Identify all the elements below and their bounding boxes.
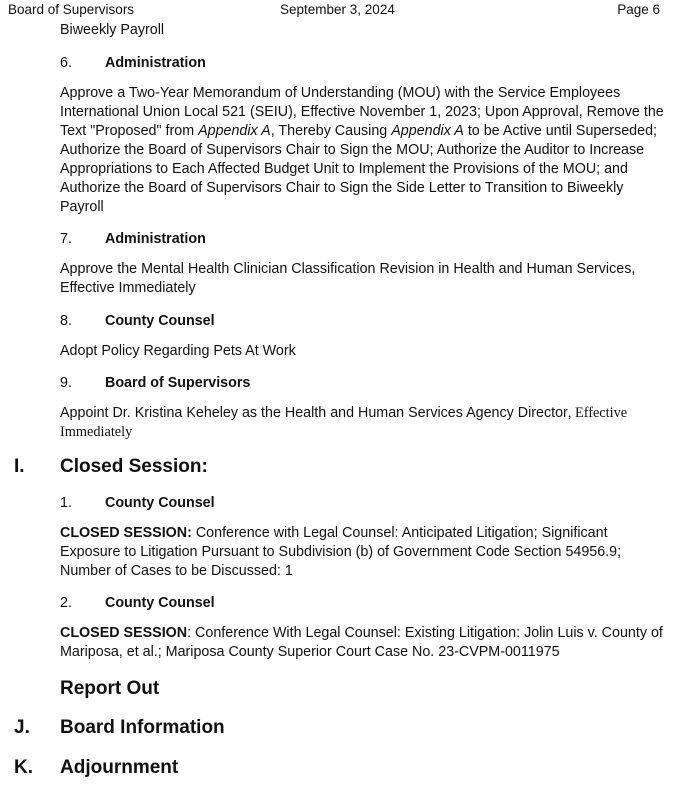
section-letter: J.: [14, 717, 30, 738]
item-description: Approve a Two-Year Memorandum of Understanding (MOU) with the Service Employees International Union Local 521 (SEIU), Effective November 1, 2023; Upon Approval, Remove the Text "Proposed" from Appendix A, Thereby Causing Appendix A to be Active until Superseded; Authorize the Board of Supervisors Chair to Sign the MOU; Authorize the Auditor to Increase Appropriations to Each Affected Budget Unit to Implement the Provisions of the MOU; and Authorize the Board of Supervisors Chair to Sign the Side Letter to Transition to Biweekly Payroll: [60, 85, 664, 215]
item-description: Adopt Policy Regarding Pets At Work: [60, 343, 296, 359]
page-header: [0, 2, 680, 20]
appendix-a-reference: Appendix A: [198, 123, 271, 139]
header-board-name: Board of Supervisors: [8, 2, 135, 17]
closed-session-label: CLOSED SESSION:: [60, 525, 192, 541]
report-out-heading: Report Out: [60, 678, 160, 699]
header-date: September 3, 2024: [280, 2, 395, 17]
item-number: 9.: [60, 375, 72, 391]
item-department: Administration: [105, 231, 206, 247]
item-description: CLOSED SESSION: Conference With Legal Counsel: Existing Litigation: Jolin Luis v. County of Mariposa, et al.; Mariposa County Superior Court Case No. 23-CVPM-0011975: [60, 625, 663, 660]
item-description: Appoint Dr. Kristina Keheley as the Health and Human Services Agency Director, Effective: [60, 405, 628, 421]
item-description-continued: Immediately: [60, 424, 133, 440]
continued-text: Biweekly Payroll: [60, 22, 165, 38]
item-number: 7.: [60, 231, 72, 247]
section-title: Adjournment: [60, 757, 179, 778]
appendix-a-reference: Appendix A: [391, 123, 464, 139]
item-number: 6.: [60, 55, 72, 71]
section-letter: I.: [14, 456, 25, 477]
closed-session-label: CLOSED SESSION: [60, 625, 188, 641]
item-number: 2.: [60, 595, 72, 611]
item-number: 1.: [60, 495, 72, 511]
section-title: Closed Session:: [60, 456, 208, 477]
item-number: 8.: [60, 313, 72, 329]
item-department: Administration: [105, 55, 206, 71]
header-page-number: Page 6: [617, 2, 660, 17]
item-department: County Counsel: [105, 313, 215, 329]
item-department: County Counsel: [105, 495, 215, 511]
item-department: Board of Supervisors: [105, 375, 251, 391]
section-letter: K.: [14, 757, 33, 778]
item-description: CLOSED SESSION: Conference with Legal Counsel: Anticipated Litigation; Significant Exposure to Litigation Pursuant to Subdivision (b) of Government Code Section 54956.9; Number of Cases to be Discussed: 1: [60, 525, 622, 579]
item-department: County Counsel: [105, 595, 215, 611]
section-title: Board Information: [60, 717, 225, 738]
item-description: Approve the Mental Health Clinician Classification Revision in Health and Human Services, Effective Immediately: [60, 261, 636, 296]
